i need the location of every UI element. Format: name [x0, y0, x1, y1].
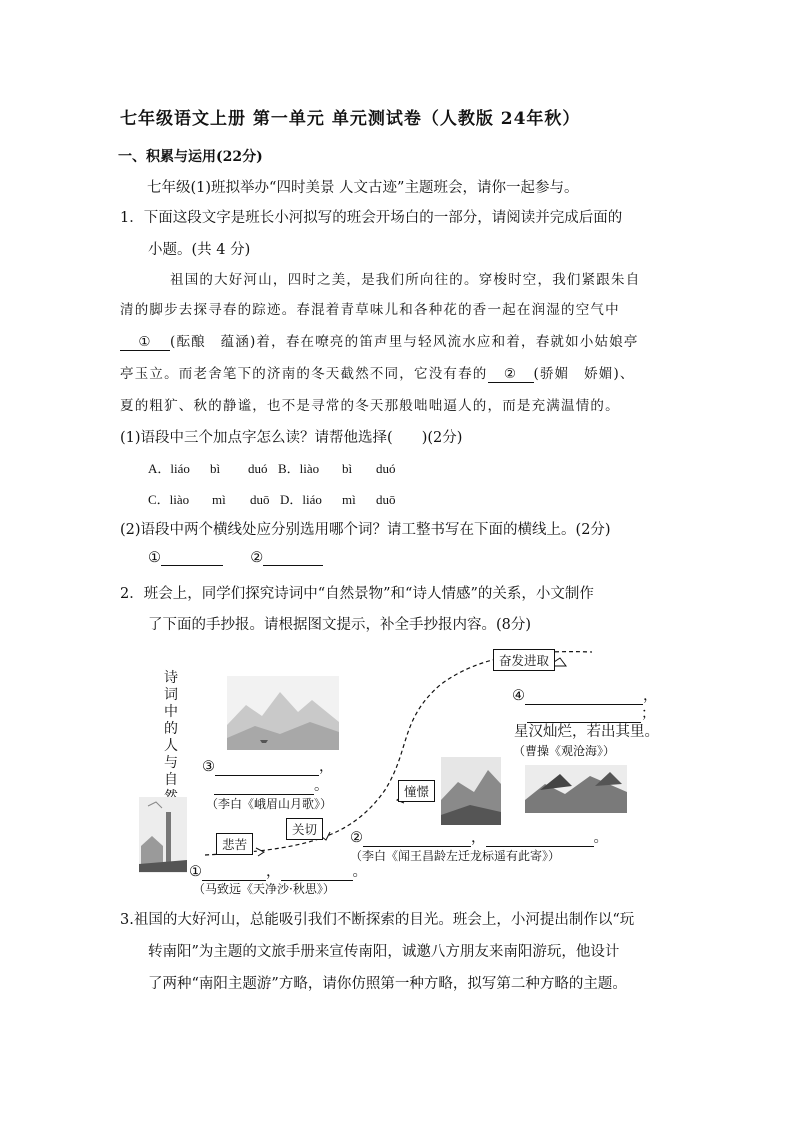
item3-line1	[202, 755, 334, 776]
answer-2-num: ②	[250, 550, 264, 566]
tag-guanqie: 关切	[286, 818, 323, 840]
item1-period: 。	[352, 864, 367, 880]
item1-source: （马致远《天净沙·秋思》）	[193, 882, 335, 896]
sea-image	[525, 765, 627, 813]
item2-comma: ，	[471, 830, 486, 846]
option-d-2: mì	[342, 492, 356, 507]
item3-period: 。	[314, 778, 329, 794]
tag-fenfa: 奋发进取	[493, 649, 555, 671]
item3-line2	[214, 774, 329, 795]
q3-line3: 了两种“南阳主题游”方略，请你仿照第一种方略，拟写第二种方略的主题。	[148, 976, 627, 992]
q1-stem-line2: 小题。(共 4 分)	[148, 242, 251, 258]
intro-text: 七年级(1)班拟举办“四时美景 人文古迹”主题班会，请你一起参与。	[147, 180, 579, 196]
option-c-1[interactable]: C．liào	[148, 492, 190, 507]
answer-1-num: ①	[148, 550, 161, 566]
item3-num: ③	[202, 759, 215, 775]
item3-source: （李白《峨眉山月歌》）	[206, 797, 333, 811]
poster-vertical-title: 诗词中的人与自	[164, 670, 178, 788]
item4-num: ④	[512, 688, 525, 704]
option-d-3: duō	[376, 492, 396, 507]
item4-source: （曹操《观沧海》）	[513, 744, 616, 758]
item3-blank-2[interactable]	[214, 780, 314, 795]
passage-line-3-text: (酝酿 蕴涵)着，春在嘹亮的笛声里与轻风流水应和着，春就如小姑娘亭	[170, 334, 639, 350]
item2-period: 。	[593, 830, 608, 846]
page-title: 七年级语文上册 第一单元 单元测试卷（人教版 24年秋）	[120, 109, 581, 129]
option-b-3: duó	[376, 461, 396, 476]
option-a-2: bì	[210, 461, 221, 476]
village-image	[139, 797, 187, 873]
item4-semicolon: ；	[641, 706, 656, 722]
section-heading: 一、积累与运用(22分)	[118, 149, 263, 165]
item2-num: ②	[350, 830, 363, 846]
river-image	[441, 757, 501, 825]
mountain-landscape-image	[227, 676, 339, 750]
passage-line-2: 清的脚步去探寻春的踪迹。春混着青草味儿和各种花的香一起在润湿的空气中	[120, 302, 620, 318]
item4-given-line: 星汉灿烂，若出其里。	[514, 724, 659, 740]
tag-beiku: 悲苦	[216, 833, 253, 855]
passage-line-4-text-b: (骄媚 娇媚)、	[533, 366, 635, 382]
q2-stem-line1: 2．班会上，同学们探究诗词中“自然景物”和“诗人情感”的关系，小文制作	[120, 586, 594, 602]
option-b-1[interactable]: B．liào	[278, 461, 320, 476]
item1-blank-1[interactable]	[202, 866, 266, 881]
item1-blank-2[interactable]	[281, 866, 353, 881]
item1-comma: ，	[266, 864, 281, 880]
option-d-1[interactable]: D．liáo	[280, 492, 322, 507]
passage-line-1: 祖国的大好河山，四时之美，是我们所向往的。穿梭时空，我们紧跟朱自	[170, 272, 641, 288]
option-a-3: duó	[248, 461, 268, 476]
item1-num: ①	[189, 864, 202, 880]
passage-line-5: 夏的粗犷、秋的静谧，也不是寻常的冬天那般咄咄逼人的，而是充满温情的。	[120, 398, 620, 414]
option-c-2: mì	[212, 492, 226, 507]
item1-line	[189, 860, 367, 881]
q1-sub2: (2)语段中两个横线处应分别选用哪个词？请工整书写在下面的横线上。(2分)	[120, 522, 611, 538]
q3-line2: 转南阳”为主题的文旅手册来宣传南阳，诚邀八方朋友来南阳游玩，他设计	[148, 944, 620, 960]
tag-chongjing: 憧憬	[398, 780, 435, 802]
item2-blank-2[interactable]	[486, 832, 594, 847]
item2-line	[350, 826, 608, 847]
option-c-3: duō	[250, 492, 270, 507]
q1-sub1: (1)语段中三个加点字怎么读？请帮他选择( )(2分)	[120, 430, 463, 446]
q1-stem-line1: 1．下面这段文字是班长小河拟写的班会开场白的一部分，请阅读并完成后面的	[120, 210, 623, 226]
item3-comma: ，	[319, 759, 334, 775]
passage-line-4-text-a: 亭玉立。而老舍笔下的济南的冬天截然不同，它没有春的	[120, 366, 488, 382]
blank-2: ②	[488, 366, 534, 383]
item4-comma: ，	[643, 688, 658, 704]
item2-blank-1[interactable]	[363, 832, 471, 847]
blank-1: ①	[120, 334, 170, 351]
item2-source: （李白《闻王昌龄左迁龙标遥有此寄》）	[350, 849, 561, 863]
option-a-1[interactable]: A．liáo	[148, 461, 190, 476]
option-b-2: bì	[342, 461, 353, 476]
q3-line1: 3.祖国的大好河山，总能吸引我们不断探索的目光。班会上，小河提出制作以“玩	[120, 912, 635, 928]
q2-stem-line2: 了下面的手抄报。请根据图文提示，补全手抄报内容。(8分)	[148, 617, 532, 633]
